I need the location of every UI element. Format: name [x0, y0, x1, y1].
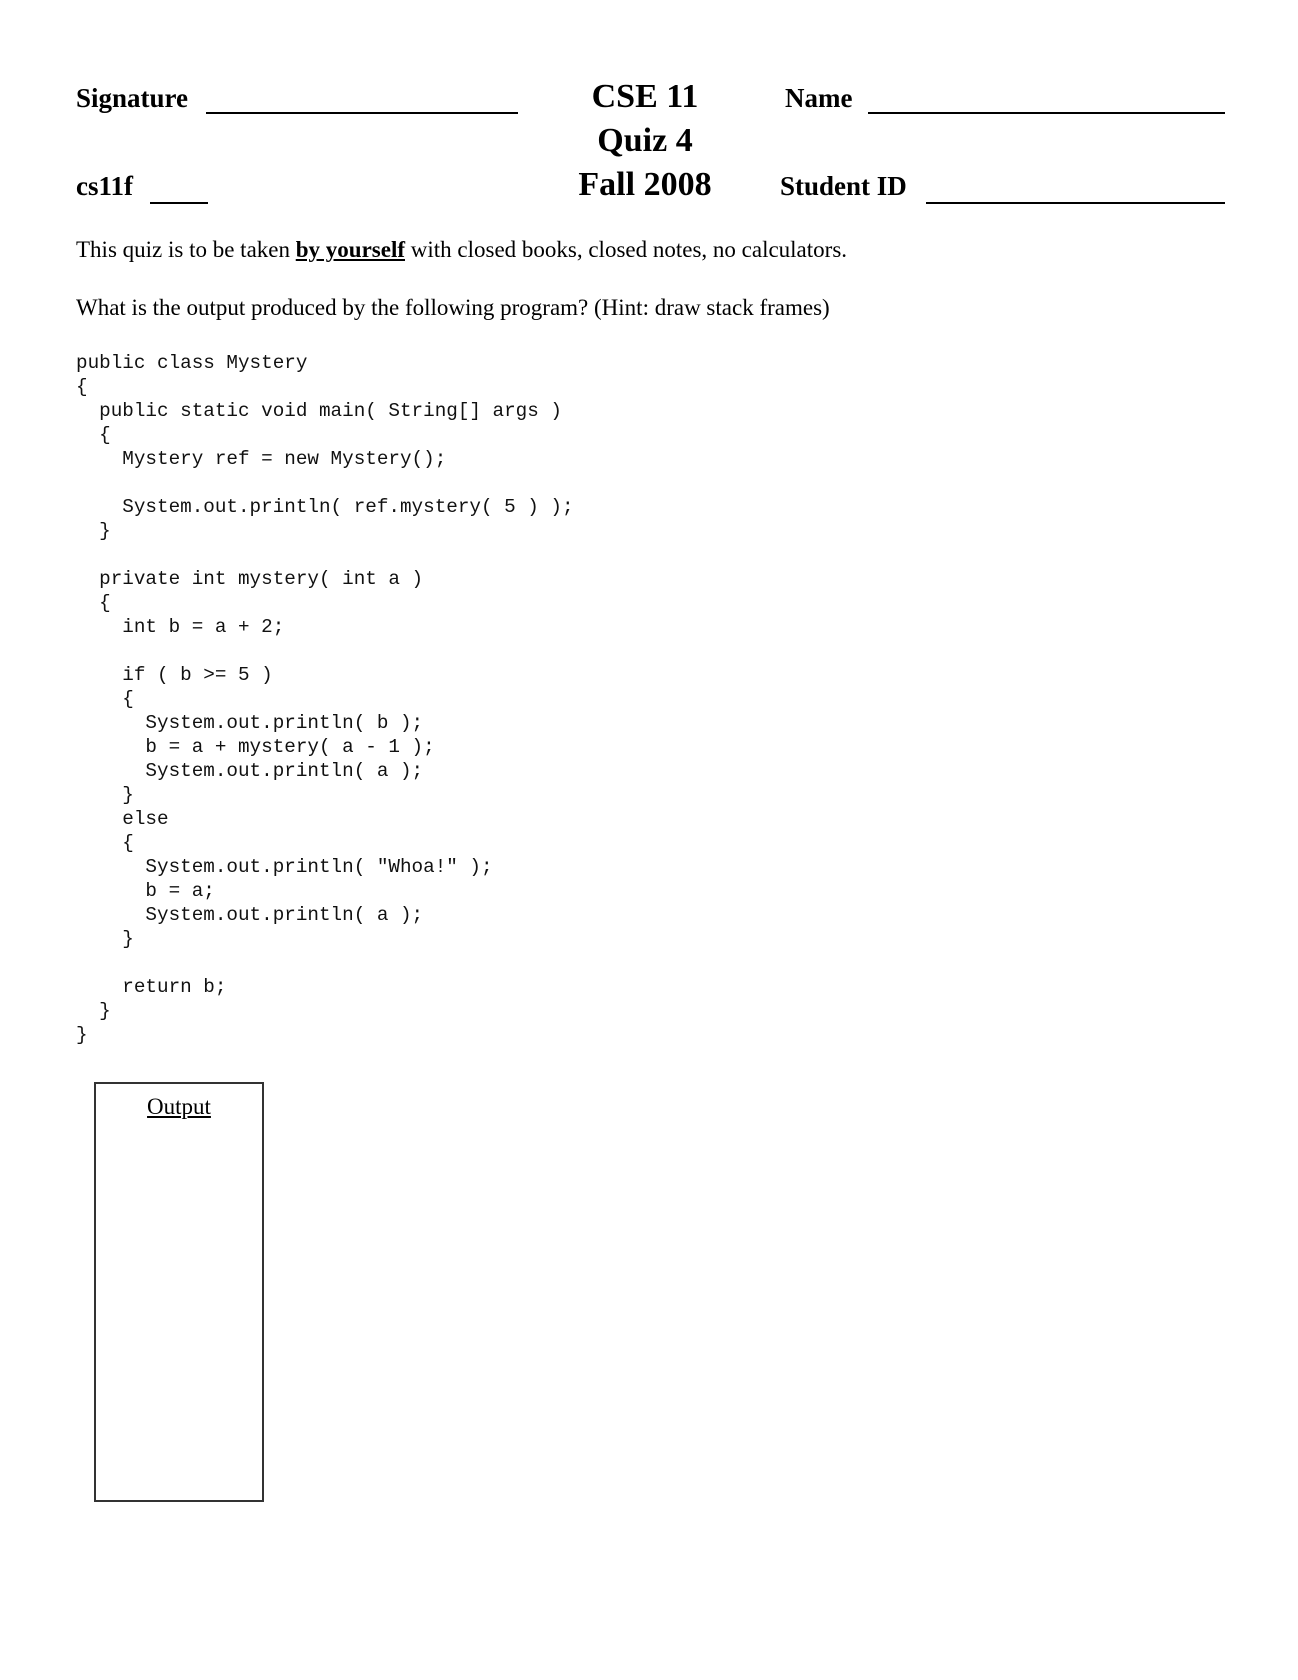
term-title: Fall 2008 [578, 166, 712, 203]
student-id-label: Student ID [780, 171, 907, 201]
question-text: What is the output produced by the following program? (Hint: draw stack frames) [76, 295, 830, 320]
student-id-field[interactable] [926, 202, 1225, 204]
course-title: CSE 11 [591, 78, 699, 115]
output-answer-box[interactable] [94, 1082, 264, 1502]
output-label: Output [147, 1094, 211, 1119]
code-listing: public class Mystery { public static void main( String[] args ) { Mystery ref = new Mystery(); System.out.println( ref.mystery( 5 ) ); } private int mystery( int a ) { int b = a + 2; if ( b >= 5 ) { System.out.println( b ); b = a + mystery( a - 1 ); System.out.println( a ); } else { System.out.println( "Whoa!" ); b = a; System.out.println( a ); } return b; } } [76, 352, 574, 1046]
signature-field[interactable] [206, 112, 518, 114]
instructions-line [76, 237, 847, 263]
login-label: cs11f [76, 171, 133, 201]
login-field[interactable] [150, 202, 208, 204]
instructions-emphasis: by yourself [295, 237, 405, 262]
name-label: Name [785, 83, 853, 113]
instructions-text-after: with closed books, closed notes, no calculators. [405, 237, 848, 262]
quiz-title: Quiz 4 [597, 122, 693, 159]
instructions-text-before: This quiz is to be taken [76, 237, 296, 262]
name-field[interactable] [868, 112, 1225, 114]
signature-label: Signature [76, 83, 189, 113]
